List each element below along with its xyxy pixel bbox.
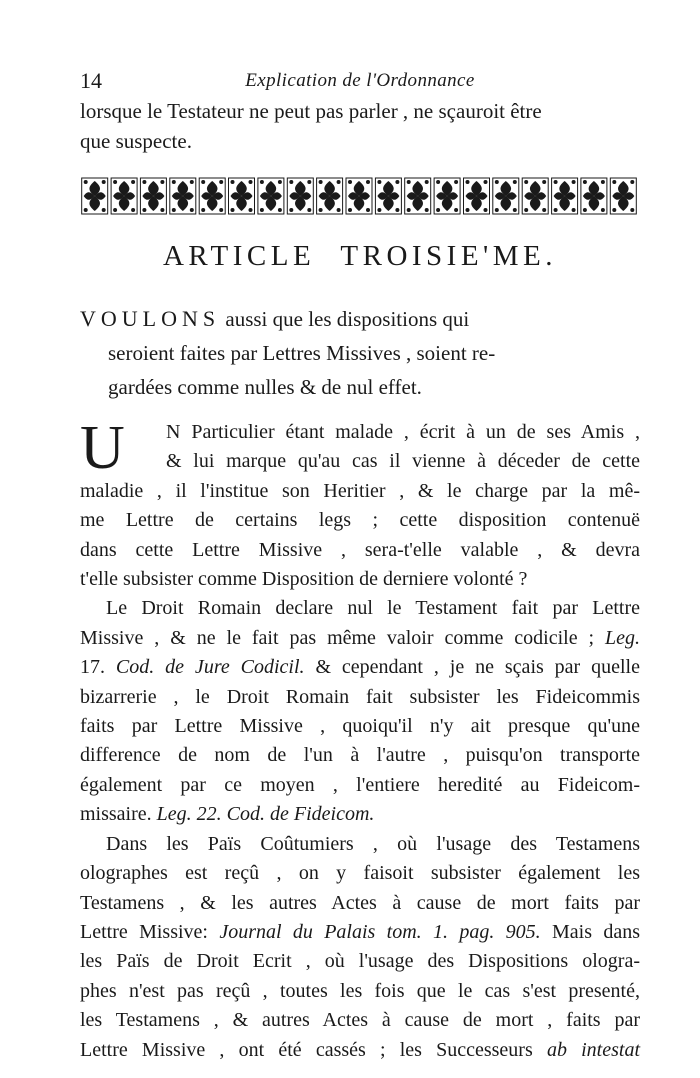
- commentary-line: maladie , il l'institue son Heritier , & le charge par la mê-: [80, 479, 640, 502]
- fleuron-ornament: [258, 178, 284, 214]
- commentary-line: phes n'est pas reçû , toutes les fois que le cas s'est presenté,: [80, 979, 640, 1002]
- commentary-line: Testamens , & les autres Actes à cause de mort faits par: [80, 891, 640, 914]
- fleuron-ornament: [140, 178, 166, 214]
- citation: Journal du Palais tom. 1. pag. 905.: [219, 920, 541, 943]
- page-number: 14: [80, 68, 102, 93]
- commentary-line: Lettre Missive , ont été cassés ; les Successeurs ab intestat: [80, 1038, 640, 1061]
- decree-first-word: VOULONS: [80, 306, 221, 331]
- commentary-line: N Particulier étant malade , écrit à un de ses Amis ,: [166, 421, 640, 443]
- fleuron-ornament: [552, 178, 578, 214]
- fleuron-ornament: [199, 178, 225, 214]
- commentary-line: les Païs de Droit Ecrit , où l'usage des Dispositions ologra-: [80, 950, 640, 973]
- citation: Leg. 22. Cod. de Fideicom.: [156, 803, 375, 826]
- citation: ab intestat: [546, 1038, 640, 1061]
- commentary-line: également par ce moyen , l'entiere heredité au Fideicom-: [80, 773, 640, 796]
- fleuron-ornament: [111, 178, 137, 214]
- running-title: Explication de l'Ordonnance: [245, 70, 475, 91]
- drop-cap: U: [80, 414, 125, 482]
- decree-line-1: [80, 302, 640, 336]
- decree-line-2: seroient faites par Lettres Missives , soient re-: [108, 341, 496, 365]
- commentary-line: Missive , & ne le fait pas même valoir comme codicile ; Leg.: [80, 626, 640, 649]
- fleuron-ornament: [375, 178, 401, 214]
- carry-over-line-1: lorsque le Testateur ne peut pas parler , ne sçauroit être: [80, 99, 542, 123]
- fleuron-ornament: [581, 178, 607, 214]
- fleuron-ornament: [82, 178, 108, 214]
- commentary-line: les Testamens , & autres Actes à cause de mort , faits par: [80, 1009, 640, 1032]
- commentary-line: t'elle subsister comme Disposition de derniere volonté ?: [80, 568, 528, 591]
- ornamental-band: [80, 176, 638, 216]
- commentary-line: 17. Cod. de Jure Codicil. & cependant , je ne sçais par quelle: [80, 656, 640, 679]
- fleuron-ornament: [170, 178, 196, 214]
- commentary-line: Dans les Païs Coûtumiers , où l'usage des Testamens: [106, 832, 640, 855]
- commentary-line: & lui marque qu'au cas il vienne à déceder de cette: [166, 450, 640, 473]
- fleuron-ornament: [405, 178, 431, 214]
- article-heading: ARTICLE TROISIE'ME.: [162, 240, 558, 272]
- commentary-line: me Lettre de certains legs ; cette disposition contenuë: [80, 509, 640, 532]
- fleuron-ornament: [229, 178, 255, 214]
- commentary-line: bizarrerie , le Droit Romain fait subsister les Fideicommis: [80, 685, 640, 708]
- commentary-line: difference de nom de l'un à l'autre , puisqu'on transporte: [80, 744, 640, 767]
- fleuron-ornament: [610, 178, 636, 214]
- fleuron-ornament: [287, 178, 313, 214]
- decree-text: [80, 302, 640, 404]
- commentary-line: dans cette Lettre Missive , sera-t'elle valable , & devra: [80, 538, 640, 561]
- fleuron-ornament: [317, 178, 343, 214]
- fleuron-ornament: [493, 178, 519, 214]
- fleuron-ornament: [434, 178, 460, 214]
- fleuron-ornament: [522, 178, 548, 214]
- decree-line-3: gardées comme nulles & de nul effet.: [108, 375, 422, 399]
- commentary-text: [80, 414, 641, 1065]
- commentary-line: Lettre Missive: Journal du Palais tom. 1. pag. 905. Mais dans: [80, 920, 641, 943]
- page-header: [80, 68, 640, 98]
- commentary-line: faits par Lettre Missive , quoiqu'il n'y ait presque qu'une: [80, 715, 640, 738]
- carry-over-line-2: que suspecte.: [80, 129, 192, 153]
- fleuron-ornament: [464, 178, 490, 214]
- decree-line-1-rest: aussi que les dispositions qui: [225, 307, 470, 331]
- commentary-line: missaire. Leg. 22. Cod. de Fideicom.: [80, 803, 375, 826]
- citation: Cod. de Jure Codicil.: [115, 656, 305, 679]
- citation: Leg.: [605, 626, 640, 649]
- fleuron-ornament: [346, 178, 372, 214]
- commentary-line: Le Droit Romain declare nul le Testament fait par Lettre: [106, 597, 640, 620]
- commentary-line: olographes est reçû , on y faisoit subsister également les: [80, 862, 640, 885]
